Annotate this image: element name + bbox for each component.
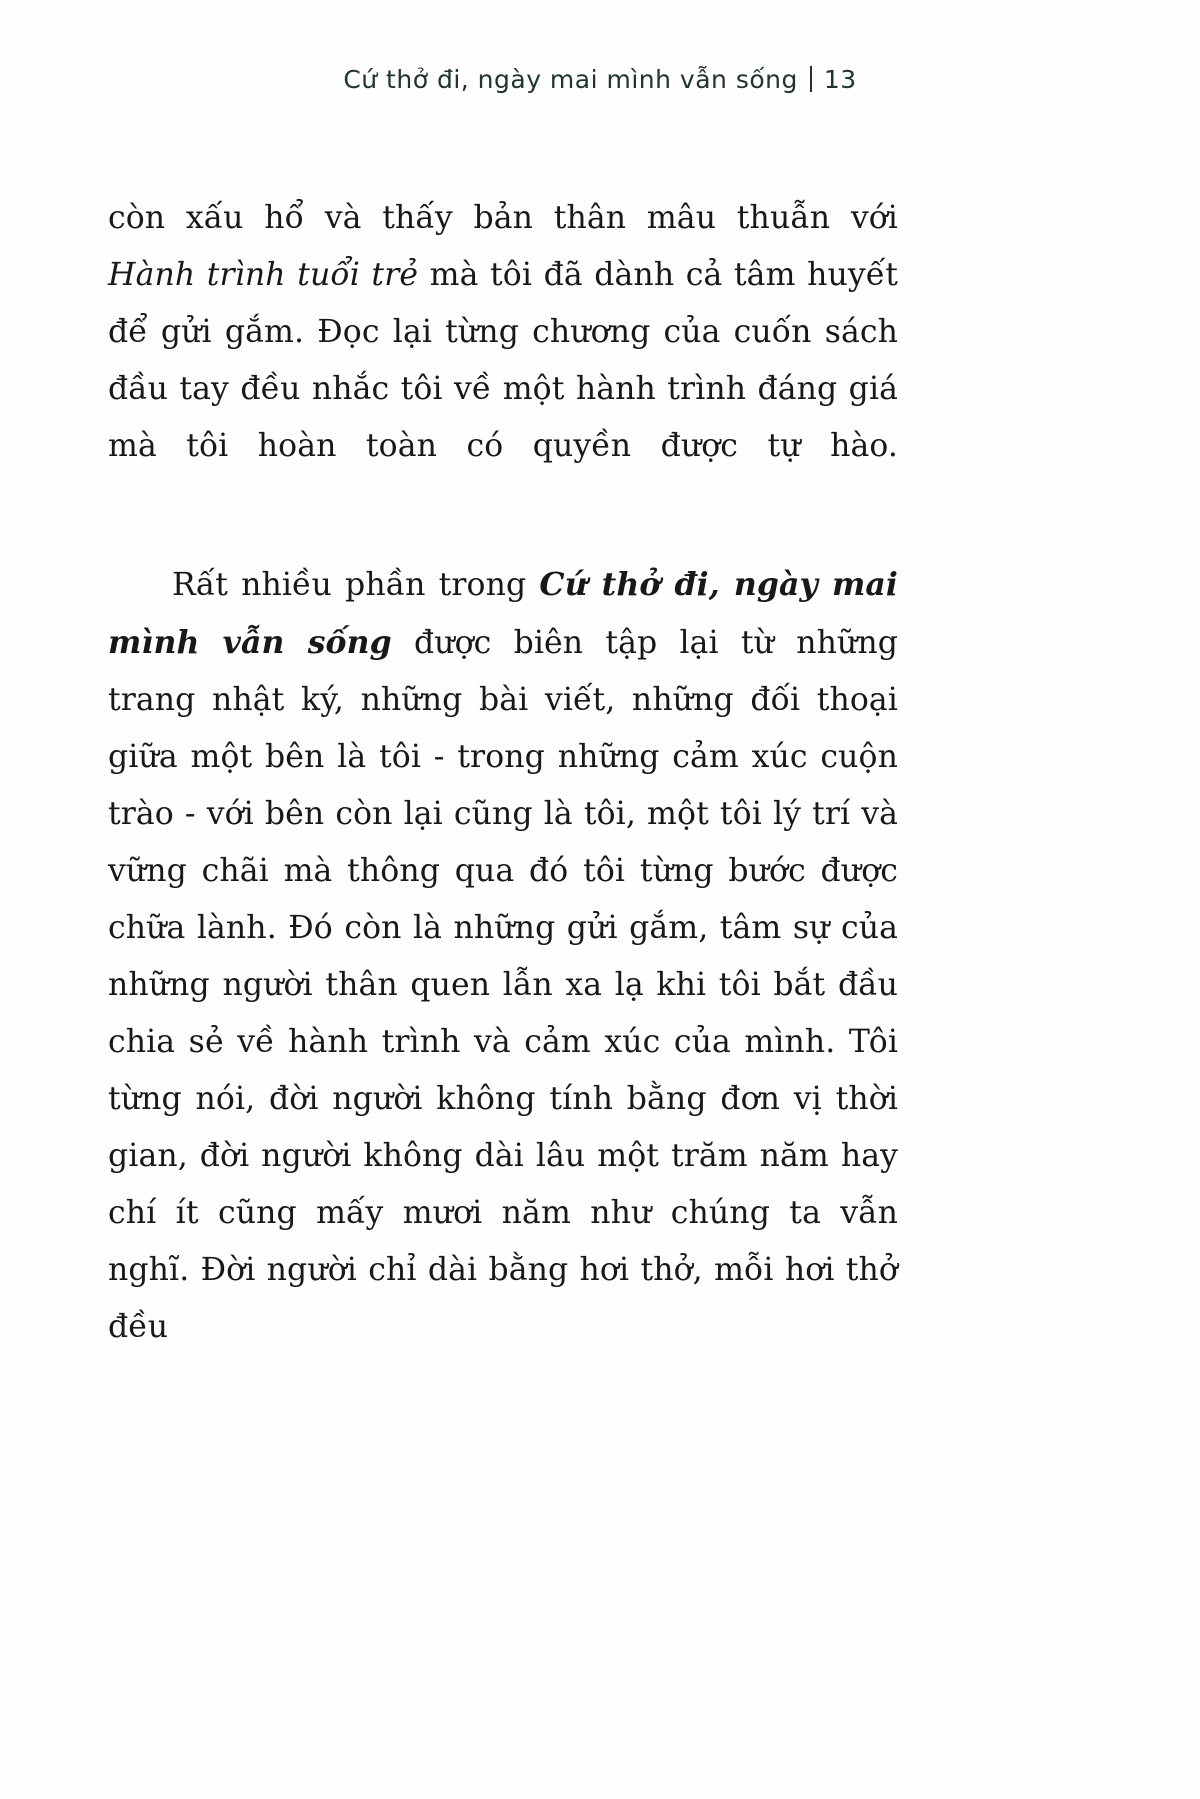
text-run-normal: Rất nhiều phần trong xyxy=(172,567,540,603)
text-run-normal: còn xấu hổ và thấy bản thân mâu thuẫn với xyxy=(108,200,898,236)
text-run-bolditalic: Cứ thở đi, ngày mai mình vẫn sống xyxy=(108,566,898,661)
running-head xyxy=(0,62,1200,94)
running-head-title: Cứ thở đi, ngày mai mình vẫn sống xyxy=(343,65,798,94)
text-run-normal: mà tôi đã dành cả tâm huyết để gửi gắm. Đọc lại từng chương của cuốn sách đầu tay đều nhắc tôi về một hành trình đáng giá mà tôi hoàn toàn có quyền được tự hào. xyxy=(108,257,898,464)
page-number: 13 xyxy=(823,65,857,94)
paragraph-2 xyxy=(108,556,898,1413)
paragraph-1 xyxy=(108,190,898,532)
running-head-separator xyxy=(810,66,812,92)
text-run-normal: được biên tập lại từ những trang nhật ký, những bài viết, những đối thoại giữa một bên là tôi - trong những cảm xúc cuộn trào - với bên còn lại cũng là tôi, một tôi lý trí và vững chãi mà thông qua đó tôi từng bước được chữa lành. Đó còn là những gửi gắm, tâm sự của những người thân quen lẫn xa lạ khi tôi bắt đầu chia sẻ về hành trình và cảm xúc của mình. Tôi từng nói, đời người không tính bằng đơn vị thời gian, đời người không dài lâu một trăm năm hay chí ít cũng mấy mươi năm như chúng ta vẫn nghĩ. Đời người chỉ dài bằng hơi thở, mỗi hơi thở đều xyxy=(108,625,899,1345)
body-text xyxy=(108,190,898,1413)
text-run-italic: Hành trình tuổi trẻ xyxy=(108,257,419,293)
